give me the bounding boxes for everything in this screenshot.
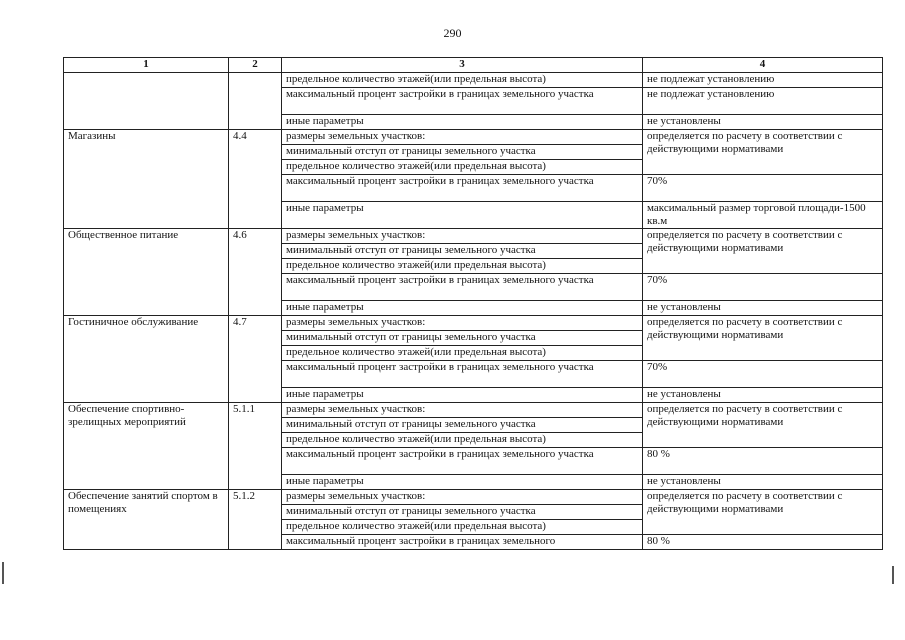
param-other: иные параметры bbox=[282, 115, 643, 130]
param-floors: предельное количество этажей(или предельная высота) bbox=[282, 346, 643, 361]
param-percent: максимальный процент застройки в границах земельного участка bbox=[282, 361, 643, 388]
use-name: Гостиничное обслуживание bbox=[64, 316, 229, 403]
param-floors: предельное количество этажей(или предельная высота) bbox=[282, 433, 643, 448]
value-norm: определяется по расчету в соответствии с действующими нормативами bbox=[643, 130, 883, 175]
param-floors: предельное количество этажей(или предельная высота) bbox=[282, 259, 643, 274]
value-floors: не подлежат установлению bbox=[643, 73, 883, 88]
use-name: Обеспечение занятий спортом в помещениях bbox=[64, 490, 229, 550]
use-name: Магазины bbox=[64, 130, 229, 229]
header-col-4: 4 bbox=[643, 58, 883, 73]
scan-mark-left bbox=[2, 562, 4, 584]
param-indent: минимальный отступ от границы земельного участка bbox=[282, 145, 643, 160]
param-other: иные параметры bbox=[282, 301, 643, 316]
value-percent: 70% bbox=[643, 274, 883, 301]
param-size: размеры земельных участков: bbox=[282, 403, 643, 418]
param-floors: предельное количество этажей(или предельная высота) bbox=[282, 73, 643, 88]
param-other: иные параметры bbox=[282, 202, 643, 229]
value-percent: 80 % bbox=[643, 448, 883, 475]
use-name: Обеспечение спортивно-зрелищных мероприятий bbox=[64, 403, 229, 490]
param-floors: предельное количество этажей(или предельная высота) bbox=[282, 520, 643, 535]
value-norm: определяется по расчету в соответствии с действующими нормативами bbox=[643, 403, 883, 448]
param-size: размеры земельных участков: bbox=[282, 130, 643, 145]
value-other: не установлены bbox=[643, 475, 883, 490]
param-size: размеры земельных участков: bbox=[282, 229, 643, 244]
table-row bbox=[64, 130, 883, 145]
param-percent: максимальный процент застройки в границах земельного участка bbox=[282, 175, 643, 202]
empty-name-cell bbox=[64, 73, 229, 130]
value-percent: 80 % bbox=[643, 535, 883, 550]
value-percent: не подлежат установлению bbox=[643, 88, 883, 115]
param-size: размеры земельных участков: bbox=[282, 490, 643, 505]
table-row bbox=[64, 73, 883, 88]
param-floors: предельное количество этажей(или предельная высота) bbox=[282, 160, 643, 175]
value-norm: определяется по расчету в соответствии с действующими нормативами bbox=[643, 316, 883, 361]
param-other: иные параметры bbox=[282, 388, 643, 403]
param-percent: максимальный процент застройки в границах земельного участка bbox=[282, 88, 643, 115]
param-indent: минимальный отступ от границы земельного участка bbox=[282, 505, 643, 520]
value-other: не установлены bbox=[643, 388, 883, 403]
value-other: максимальный размер торговой площади-1500 кв.м bbox=[643, 202, 883, 229]
value-percent: 70% bbox=[643, 361, 883, 388]
empty-code-cell bbox=[229, 73, 282, 130]
use-code: 5.1.1 bbox=[229, 403, 282, 490]
table-row bbox=[64, 490, 883, 505]
table-row bbox=[64, 403, 883, 418]
page-number: 290 bbox=[443, 26, 462, 40]
use-code: 5.1.2 bbox=[229, 490, 282, 550]
scan-mark-right bbox=[892, 566, 894, 584]
param-other: иные параметры bbox=[282, 475, 643, 490]
header-col-2: 2 bbox=[229, 58, 282, 73]
value-norm: определяется по расчету в соответствии с действующими нормативами bbox=[643, 229, 883, 274]
value-other: не установлены bbox=[643, 301, 883, 316]
param-percent: максимальный процент застройки в границах земельного участка bbox=[282, 448, 643, 475]
param-indent: минимальный отступ от границы земельного участка bbox=[282, 244, 643, 259]
param-size: размеры земельных участков: bbox=[282, 316, 643, 331]
table-row bbox=[64, 316, 883, 331]
value-norm: определяется по расчету в соответствии с действующими нормативами bbox=[643, 490, 883, 535]
use-name: Общественное питание bbox=[64, 229, 229, 316]
use-code: 4.6 bbox=[229, 229, 282, 316]
land-use-table bbox=[63, 57, 883, 550]
param-indent: минимальный отступ от границы земельного участка bbox=[282, 331, 643, 346]
param-percent: максимальный процент застройки в границах земельного bbox=[282, 535, 643, 550]
value-other: не установлены bbox=[643, 115, 883, 130]
header-col-3: 3 bbox=[282, 58, 643, 73]
param-indent: минимальный отступ от границы земельного участка bbox=[282, 418, 643, 433]
param-percent: максимальный процент застройки в границах земельного участка bbox=[282, 274, 643, 301]
use-code: 4.4 bbox=[229, 130, 282, 229]
value-percent: 70% bbox=[643, 175, 883, 202]
header-col-1: 1 bbox=[64, 58, 229, 73]
table-row bbox=[64, 229, 883, 244]
use-code: 4.7 bbox=[229, 316, 282, 403]
header-row bbox=[64, 58, 883, 73]
